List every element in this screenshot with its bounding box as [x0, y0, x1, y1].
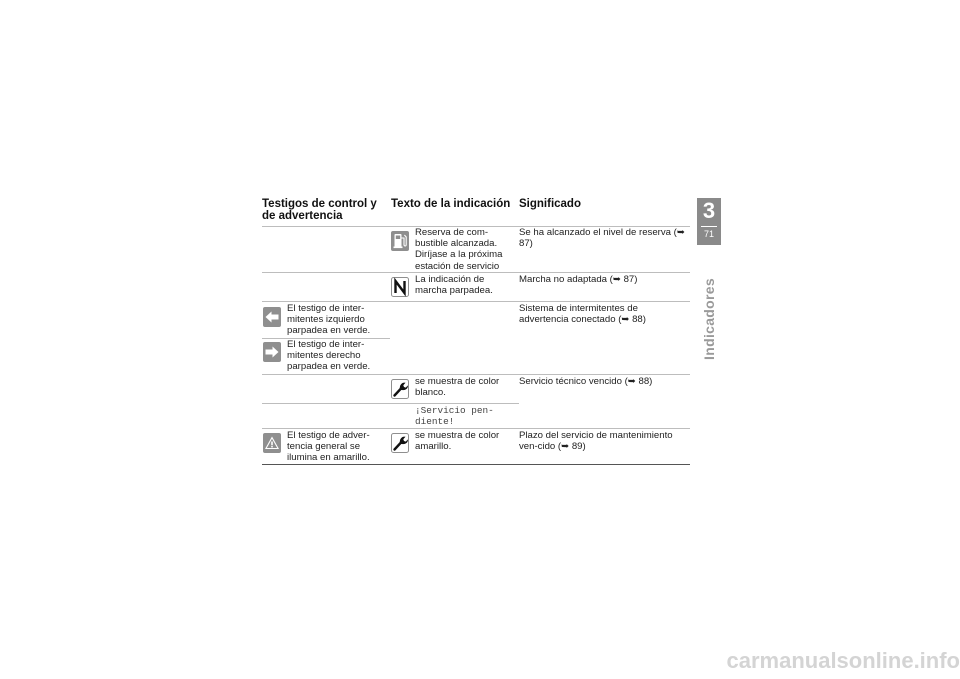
gear-n-icon [391, 277, 409, 297]
warning-general: El testigo de adver-tencia general se ilumina en amarillo. [287, 430, 370, 464]
warning-left-turn: El testigo de inter-mitentes izquierdo parpadea en verde. [287, 303, 371, 337]
chapter-tab [697, 198, 721, 245]
wrench-icon [391, 433, 409, 453]
meaning-service-due: Servicio técnico vencido (➥ 88) [519, 376, 653, 387]
display-text-service-yellow: se muestra de color amarillo. [415, 430, 500, 453]
meaning-gear: Marcha no adaptada (➥ 87) [519, 274, 638, 285]
header-meaning: Significado [519, 198, 581, 210]
row-rule [262, 272, 690, 273]
warning-right-turn: El testigo de inter-mitentes derecho parpadea en verde. [287, 339, 371, 373]
meaning-maintenance-overdue: Plazo del servicio de mantenimiento ven-cido (➥ 89) [519, 430, 673, 453]
indicator-table [262, 198, 690, 464]
display-text-fuel: Reserva de com-bustible alcanzada. Diríjase a la próxima estación de servicio [415, 227, 503, 272]
meaning-hazard: Sistema de intermitentes de advertencia conectado (➥ 88) [519, 303, 646, 326]
section-title [692, 274, 726, 364]
page-number: 71 [703, 229, 714, 239]
display-text-service-pending: ¡Servicio pen-diente! [415, 405, 494, 428]
tab-divider [701, 226, 717, 227]
row-rule [262, 374, 690, 375]
row-rule [262, 301, 690, 302]
wrench-icon [391, 379, 409, 399]
left-turn-arrow-icon [263, 307, 281, 327]
table-header [262, 198, 690, 226]
row-rule [262, 428, 690, 429]
fuel-pump-icon [391, 231, 409, 251]
meaning-fuel: Se ha alcanzado el nivel de reserva (➥ 87) [519, 227, 685, 250]
display-text-service-white: se muestra de color blanco. [415, 376, 500, 399]
header-warning-lights: Testigos de control y de advertencia [262, 198, 377, 222]
chapter-number: 3 [702, 198, 716, 223]
header-display-text: Texto de la indicación [391, 198, 511, 210]
table-bottom-rule [262, 464, 690, 465]
right-turn-arrow-icon [263, 342, 281, 362]
watermark: carmanualsonline.info [726, 648, 960, 673]
display-text-gear: La indicación de marcha parpadea. [415, 274, 493, 297]
warning-triangle-icon [263, 433, 281, 453]
row-rule [262, 403, 519, 404]
section-title-text: Indicadores [701, 278, 717, 360]
